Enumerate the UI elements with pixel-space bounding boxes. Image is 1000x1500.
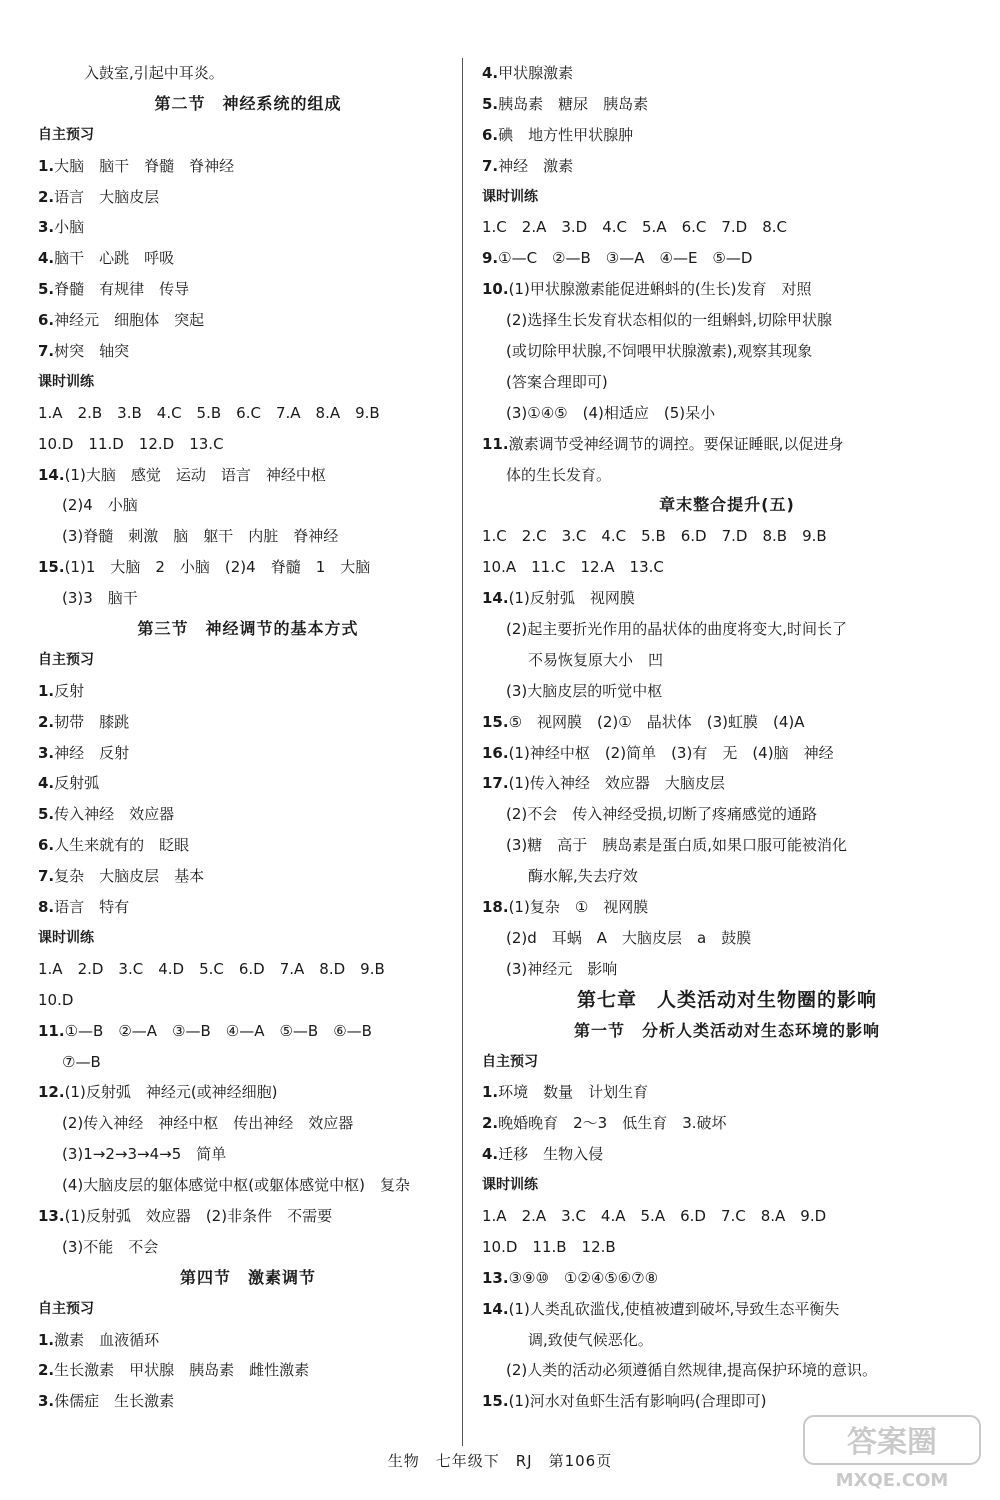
answer-text: (4)大脑皮层的躯体感觉中枢(或躯体感觉中枢) 复杂 bbox=[62, 1176, 410, 1195]
question-number: 10. bbox=[482, 280, 509, 299]
section-heading bbox=[482, 1016, 972, 1047]
answer-text: (1)甲状腺激素能促进蝌蚪的(生长)发育 对照 bbox=[508, 280, 812, 299]
answer-text: 脊髓 有规律 传导 bbox=[54, 280, 190, 299]
question-number: 4. bbox=[38, 249, 55, 268]
question-number: 17. bbox=[482, 774, 509, 793]
answer-text: (1)反射弧 效应器 (2)非条件 不需要 bbox=[64, 1206, 333, 1225]
answer-text: 调,致使气候恶化。 bbox=[528, 1330, 653, 1349]
answer-text: 不易恢复原大小 凹 bbox=[528, 650, 664, 669]
question-number: 15. bbox=[482, 712, 509, 731]
answer-text: (3)①④⑤ (4)相适应 (5)呆小 bbox=[506, 403, 716, 422]
answer-text: 入鼓室,引起中耳炎。 bbox=[84, 64, 224, 82]
answer-line bbox=[38, 707, 458, 738]
answer-text: 侏儒症 生长激素 bbox=[54, 1392, 175, 1411]
answer-text: (答案合理即可) bbox=[506, 372, 608, 391]
answer-line bbox=[38, 1047, 458, 1078]
answer-text: 树突 轴突 bbox=[54, 342, 130, 361]
answer-text: (2)人类的活动必须遵循自然规律,提高保护环境的意识。 bbox=[506, 1361, 878, 1380]
answer-line bbox=[482, 676, 972, 707]
answer-text: 自主预习 bbox=[38, 126, 94, 143]
answer-text: 课时训练 bbox=[482, 188, 538, 205]
answer-text: (1)复杂 ① 视网膜 bbox=[508, 898, 649, 917]
question-number: 11. bbox=[482, 434, 509, 453]
answer-line bbox=[38, 1170, 458, 1201]
question-number: 14. bbox=[38, 465, 65, 484]
answer-line bbox=[482, 830, 972, 861]
answer-text: 神经 激素 bbox=[498, 156, 574, 175]
answer-line bbox=[482, 1263, 972, 1294]
subsection-label bbox=[482, 182, 972, 213]
question-number: 4. bbox=[482, 64, 499, 82]
question-number: 4. bbox=[38, 774, 55, 793]
answer-line bbox=[482, 1139, 972, 1170]
answer-line bbox=[38, 305, 458, 336]
answer-text: 10.A 11.C 12.A 13.C bbox=[482, 558, 664, 577]
answer-line bbox=[38, 985, 458, 1016]
answer-text: 1.A 2.D 3.C 4.D 5.C 6.D 7.A 8.D 9.B bbox=[38, 959, 385, 978]
question-number: 4. bbox=[482, 1145, 499, 1164]
answer-text: 第一节 分析人类活动对生态环境的影响 bbox=[573, 1020, 880, 1040]
answer-line bbox=[482, 1108, 972, 1139]
left-column bbox=[38, 58, 458, 1417]
question-number: 15. bbox=[482, 1392, 509, 1411]
answer-text: 自主预习 bbox=[482, 1053, 538, 1070]
question-number: 6. bbox=[38, 311, 55, 330]
answer-line bbox=[482, 1355, 972, 1386]
answer-line bbox=[482, 305, 972, 336]
answer-text: 章末整合提升(五) bbox=[659, 495, 795, 515]
answer-text: 1.A 2.B 3.B 4.C 5.B 6.C 7.A 8.A 9.B bbox=[38, 403, 380, 422]
question-number: 2. bbox=[482, 1114, 499, 1133]
answer-line bbox=[482, 583, 972, 614]
answer-text: (2)起主要折光作用的晶状体的曲度将变大,时间长了 bbox=[506, 620, 848, 639]
answer-text: 10.D bbox=[38, 990, 74, 1009]
answer-text: 复杂 大脑皮层 基本 bbox=[54, 867, 205, 886]
answer-line bbox=[38, 1355, 458, 1386]
answer-line bbox=[38, 1325, 458, 1356]
answer-text: (1)大脑 感觉 运动 语言 神经中枢 bbox=[64, 465, 326, 484]
section-heading bbox=[38, 1263, 458, 1294]
question-number: 7. bbox=[38, 867, 55, 886]
question-number: 6. bbox=[482, 125, 499, 144]
answer-line bbox=[482, 460, 972, 491]
question-number: 5. bbox=[38, 280, 55, 299]
section-heading bbox=[482, 490, 972, 521]
answer-line bbox=[482, 738, 972, 769]
answer-text: 激素调节受神经调节的调控。要保证睡眠,以促进身 bbox=[508, 434, 844, 453]
answer-line bbox=[38, 892, 458, 923]
question-number: 9. bbox=[482, 249, 499, 268]
answer-line bbox=[38, 336, 458, 367]
answer-line bbox=[482, 799, 972, 830]
answer-line bbox=[38, 398, 458, 429]
answer-line bbox=[482, 707, 972, 738]
answer-line bbox=[482, 1232, 972, 1263]
question-number: 7. bbox=[38, 342, 55, 361]
answer-text: 第三节 神经调节的基本方式 bbox=[137, 619, 359, 639]
subsection-label bbox=[38, 645, 458, 676]
answer-text: 语言 特有 bbox=[54, 898, 130, 917]
answer-line bbox=[482, 1294, 972, 1325]
answer-text: 碘 地方性甲状腺肿 bbox=[498, 125, 634, 144]
answer-line bbox=[38, 1201, 458, 1232]
question-number: 13. bbox=[482, 1268, 509, 1287]
answer-text: 自主预习 bbox=[38, 651, 94, 668]
answer-line bbox=[38, 676, 458, 707]
answer-line bbox=[38, 1077, 458, 1108]
subsection-label bbox=[38, 1294, 458, 1325]
question-number: 18. bbox=[482, 898, 509, 917]
answer-line bbox=[38, 768, 458, 799]
answer-text: (2)d 耳蜗 A 大脑皮层 a 鼓膜 bbox=[506, 928, 752, 947]
question-number: 13. bbox=[38, 1206, 65, 1225]
question-number: 16. bbox=[482, 743, 509, 762]
answer-text: 神经元 细胞体 突起 bbox=[54, 311, 205, 330]
answer-text: (2)选择生长发育状态相似的一组蝌蚪,切除甲状腺 bbox=[506, 311, 833, 330]
answer-text: (2)传入神经 神经中枢 传出神经 效应器 bbox=[62, 1114, 354, 1133]
answer-text: (1)传入神经 效应器 大脑皮层 bbox=[508, 774, 725, 793]
question-number: 14. bbox=[482, 589, 509, 608]
answer-text: 大脑 脑干 脊髓 脊神经 bbox=[54, 156, 235, 175]
answer-line bbox=[482, 151, 972, 182]
answer-line bbox=[38, 460, 458, 491]
answer-line bbox=[38, 583, 458, 614]
answer-line bbox=[38, 490, 458, 521]
question-number: 2. bbox=[38, 712, 55, 731]
question-number: 2. bbox=[38, 1361, 55, 1380]
question-number: 1. bbox=[38, 1330, 55, 1349]
answer-line bbox=[482, 398, 972, 429]
answer-line bbox=[482, 645, 972, 676]
answer-line bbox=[38, 738, 458, 769]
answer-text: (3)不能 不会 bbox=[62, 1237, 159, 1256]
answer-text: (3)大脑皮层的听觉中枢 bbox=[506, 681, 663, 700]
answer-text: 迁移 生物入侵 bbox=[498, 1145, 604, 1164]
answer-text: ⑦—B bbox=[62, 1052, 101, 1071]
answer-line bbox=[38, 552, 458, 583]
answer-text: 课时训练 bbox=[38, 373, 94, 390]
answer-line bbox=[38, 151, 458, 182]
answer-text: 课时训练 bbox=[38, 929, 94, 946]
answer-text: 传入神经 效应器 bbox=[54, 805, 175, 824]
question-number: 7. bbox=[482, 156, 499, 175]
question-number: 5. bbox=[38, 805, 55, 824]
answer-line bbox=[482, 429, 972, 460]
answer-line bbox=[482, 892, 972, 923]
answer-line bbox=[38, 954, 458, 985]
answer-text: (1)河水对鱼虾生活有影响吗(合理即可) bbox=[508, 1392, 767, 1411]
answer-text: 10.D 11.B 12.B bbox=[482, 1237, 616, 1256]
answer-text: 小脑 bbox=[54, 218, 85, 237]
question-number: 2. bbox=[38, 187, 55, 206]
section-heading bbox=[38, 89, 458, 120]
answer-line bbox=[482, 861, 972, 892]
answer-text: 胰岛素 糖尿 胰岛素 bbox=[498, 94, 649, 113]
question-number: 5. bbox=[482, 94, 499, 113]
answer-text: 1.A 2.A 3.C 4.A 5.A 6.D 7.C 8.A 9.D bbox=[482, 1206, 827, 1225]
watermark-bottom-text: MXQE.COM bbox=[835, 1470, 949, 1491]
answer-text: (1)1 大脑 2 小脑 (2)4 脊髓 1 大脑 bbox=[64, 558, 371, 577]
answer-text: 第七章 人类活动对生物圈的影响 bbox=[576, 988, 877, 1011]
answer-text: 人生来就有的 眨眼 bbox=[54, 836, 190, 855]
answer-text: (或切除甲状腺,不饲喂甲状腺激素),观察其现象 bbox=[506, 342, 813, 361]
answer-line bbox=[38, 1108, 458, 1139]
answer-text: ③⑨⑩ ①②④⑤⑥⑦⑧ bbox=[508, 1268, 659, 1287]
answer-line bbox=[482, 367, 972, 398]
answer-line bbox=[38, 58, 458, 89]
answer-line bbox=[482, 1386, 972, 1417]
answer-line bbox=[482, 274, 972, 305]
question-number: 1. bbox=[38, 681, 55, 700]
answer-text: 反射 bbox=[54, 681, 85, 700]
answer-text: (3)3 脑干 bbox=[62, 589, 138, 608]
answer-text: 自主预习 bbox=[38, 1300, 94, 1317]
question-number: 3. bbox=[38, 1392, 55, 1411]
question-number: 14. bbox=[482, 1299, 509, 1318]
answer-text: 1.C 2.A 3.D 4.C 5.A 6.C 7.D 8.C bbox=[482, 218, 788, 237]
answer-text: 激素 血液循环 bbox=[54, 1330, 160, 1349]
answer-line bbox=[38, 799, 458, 830]
answer-line bbox=[482, 923, 972, 954]
answer-line bbox=[38, 1232, 458, 1263]
answer-line bbox=[482, 552, 972, 583]
answer-line bbox=[482, 521, 972, 552]
question-number: 12. bbox=[38, 1083, 65, 1102]
answer-line bbox=[38, 1016, 458, 1047]
answer-line bbox=[38, 830, 458, 861]
answer-line bbox=[38, 429, 458, 460]
answer-text: (2)4 小脑 bbox=[62, 496, 138, 515]
answer-line bbox=[482, 243, 972, 274]
question-number: 3. bbox=[38, 218, 55, 237]
subsection-label bbox=[38, 120, 458, 151]
section-heading bbox=[482, 985, 972, 1016]
answer-line bbox=[38, 274, 458, 305]
question-number: 1. bbox=[38, 156, 55, 175]
answer-line bbox=[482, 1201, 972, 1232]
answer-text: 晚婚晚育 2～3 低生育 3.破坏 bbox=[498, 1114, 727, 1133]
answer-text: (3)1→2→3→4→5 简单 bbox=[62, 1145, 227, 1164]
answer-text: ①—B ②—A ③—B ④—A ⑤—B ⑥—B bbox=[64, 1021, 372, 1040]
answer-text: 10.D 11.D 12.D 13.C bbox=[38, 434, 224, 453]
answer-text: 课时训练 bbox=[482, 1177, 538, 1194]
answer-text: (3)神经元 影响 bbox=[506, 959, 618, 978]
answer-line bbox=[38, 1139, 458, 1170]
answer-text: 体的生长发育。 bbox=[506, 465, 612, 484]
answer-text: 酶水解,失去疗效 bbox=[528, 867, 638, 886]
answer-text: 甲状腺激素 bbox=[498, 64, 574, 82]
answer-text: (2)不会 传入神经受损,切断了疼痛感觉的通路 bbox=[506, 805, 818, 824]
answer-line bbox=[482, 1077, 972, 1108]
answer-text: 1.C 2.C 3.C 4.C 5.B 6.D 7.D 8.B 9.B bbox=[482, 527, 827, 546]
answer-text: 韧带 膝跳 bbox=[54, 712, 130, 731]
answer-text: 反射弧 bbox=[54, 774, 100, 793]
subsection-label bbox=[482, 1047, 972, 1078]
subsection-label bbox=[482, 1170, 972, 1201]
answer-line bbox=[482, 58, 972, 89]
subsection-label bbox=[38, 367, 458, 398]
answer-line bbox=[38, 861, 458, 892]
watermark-top-text: 答案圈 bbox=[847, 1425, 937, 1460]
answer-line bbox=[482, 89, 972, 120]
answer-text: 第四节 激素调节 bbox=[179, 1267, 316, 1287]
page-footer: 生物 七年级下 RJ 第106页 bbox=[387, 1452, 613, 1470]
question-number: 6. bbox=[38, 836, 55, 855]
answer-text: (1)神经中枢 (2)简单 (3)有 无 (4)脑 神经 bbox=[508, 743, 834, 762]
answer-text: (1)反射弧 神经元(或神经细胞) bbox=[64, 1083, 278, 1102]
right-column bbox=[482, 58, 972, 1417]
answer-text: (3)糖 高于 胰岛素是蛋白质,如果口服可能被消化 bbox=[506, 836, 848, 855]
answer-line bbox=[38, 243, 458, 274]
question-number: 1. bbox=[482, 1083, 499, 1102]
question-number: 15. bbox=[38, 558, 65, 577]
subsection-label bbox=[38, 923, 458, 954]
watermark-icon bbox=[802, 1414, 982, 1492]
column-divider bbox=[462, 58, 463, 1446]
answer-line bbox=[482, 954, 972, 985]
answer-line bbox=[38, 212, 458, 243]
answer-line bbox=[482, 614, 972, 645]
answer-text: 生长激素 甲状腺 胰岛素 雌性激素 bbox=[54, 1361, 310, 1380]
answer-line bbox=[482, 336, 972, 367]
answer-text: ⑤ 视网膜 (2)① 晶状体 (3)虹膜 (4)A bbox=[508, 712, 805, 731]
watermark-logo bbox=[802, 1414, 982, 1492]
answer-text: 语言 大脑皮层 bbox=[54, 187, 160, 206]
answer-line bbox=[38, 521, 458, 552]
question-number: 11. bbox=[38, 1021, 65, 1040]
answer-text: ①—C ②—B ③—A ④—E ⑤—D bbox=[498, 249, 753, 268]
answer-text: 第二节 神经系统的组成 bbox=[154, 93, 342, 113]
answer-line bbox=[482, 768, 972, 799]
section-heading bbox=[38, 614, 458, 645]
answer-line bbox=[38, 182, 458, 213]
answer-text: 环境 数量 计划生育 bbox=[498, 1083, 649, 1102]
answer-line bbox=[482, 120, 972, 151]
answer-text: (1)人类乱砍滥伐,使植被遭到破坏,导致生态平衡失 bbox=[508, 1299, 840, 1318]
question-number: 3. bbox=[38, 743, 55, 762]
answer-text: 脑干 心跳 呼吸 bbox=[54, 249, 175, 268]
answer-line bbox=[482, 212, 972, 243]
answer-text: 神经 反射 bbox=[54, 743, 130, 762]
answer-line bbox=[38, 1386, 458, 1417]
question-number: 8. bbox=[38, 898, 55, 917]
answer-line bbox=[482, 1325, 972, 1356]
answer-text: (3)脊髓 刺激 脑 躯干 内脏 脊神经 bbox=[62, 527, 339, 546]
answer-text: (1)反射弧 视网膜 bbox=[508, 589, 635, 608]
